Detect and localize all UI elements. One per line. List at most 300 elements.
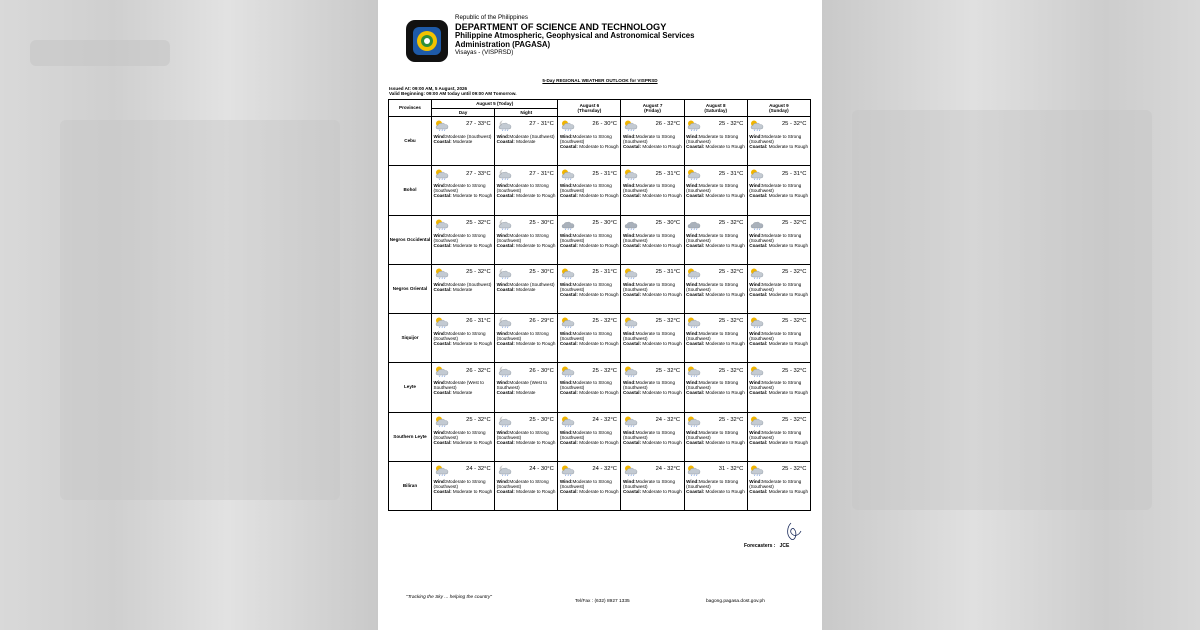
temperature-range: 25 - 30°C <box>655 219 681 226</box>
temperature-range: 25 - 32°C <box>466 269 491 276</box>
partly-cloudy-rain-icon <box>686 316 703 328</box>
coastal-line <box>749 440 808 445</box>
forecast-cell <box>495 314 558 363</box>
coastal-line <box>686 390 745 395</box>
coastal-label: Coastal: <box>559 390 578 396</box>
partly-cloudy-rain-icon <box>560 415 577 427</box>
coastal-value: Moderate <box>452 390 473 396</box>
wind-value: Moderate to Strong (Southwest) <box>622 331 676 342</box>
forecast-cell <box>621 412 684 461</box>
cell-header <box>560 414 619 428</box>
table-row <box>389 412 811 461</box>
coastal-label: Coastal: <box>749 291 768 297</box>
wind-value: Moderate to Strong (Southwest) <box>686 281 739 292</box>
coastal-line <box>497 440 556 445</box>
coastal-line <box>560 440 619 445</box>
wind-value: Moderate to Strong (Southwest) <box>686 331 739 342</box>
wind-value: Moderate to Strong (Southwest) <box>749 380 802 391</box>
partly-cloudy-rain-icon <box>623 464 640 476</box>
coastal-label: Coastal: <box>496 341 515 347</box>
wind-line <box>686 430 745 440</box>
cloudy-rain-night-icon <box>497 365 514 377</box>
forecast-cell <box>558 166 621 215</box>
forecast-cell <box>747 363 810 412</box>
coastal-line <box>686 243 745 248</box>
coastal-line <box>623 144 682 149</box>
coastal-label: Coastal: <box>559 242 578 248</box>
coastal-label: Coastal: <box>559 291 578 297</box>
coastal-value: Moderate <box>516 390 536 396</box>
coastal-label: Coastal: <box>433 488 452 494</box>
wind-value: Moderate to Strong (Southwest) <box>433 331 486 342</box>
cell-header <box>749 167 808 181</box>
cell-header <box>749 315 808 329</box>
forecast-cell <box>684 461 747 510</box>
cell-header <box>434 315 493 329</box>
temperature-range: 26 - 30°C <box>529 367 554 374</box>
wind-line <box>434 479 493 489</box>
coastal-line <box>434 489 493 494</box>
wind-label: Wind: <box>622 331 636 336</box>
coastal-label: Coastal: <box>622 291 642 297</box>
coastal-value: Moderate to Rough <box>516 193 556 199</box>
wind-label: Wind: <box>496 380 510 386</box>
wind-line <box>434 380 493 390</box>
temperature-range: 25 - 31°C <box>655 269 681 276</box>
cell-header <box>686 414 745 428</box>
partly-cloudy-rain-icon <box>749 119 766 131</box>
wind-line <box>623 183 682 193</box>
coastal-line <box>497 243 556 248</box>
cell-header <box>560 167 619 181</box>
coastal-value: Moderate to Rough <box>705 390 745 396</box>
forecast-cell <box>558 363 621 412</box>
cell-header <box>686 315 745 329</box>
today-header: August 5 (Today) <box>432 100 558 109</box>
coastal-line <box>623 193 682 198</box>
table-row <box>389 117 811 166</box>
coastal-value: Moderate to Rough <box>768 390 809 396</box>
partly-cloudy-rain-icon <box>434 218 451 230</box>
partly-cloudy-rain-icon <box>623 168 640 180</box>
wind-value: Moderate (Southwest) <box>509 134 555 139</box>
coastal-line <box>497 489 556 494</box>
temperature-range: 25 - 32°C <box>781 269 807 276</box>
wind-label: Wind: <box>559 429 573 435</box>
temperature-range: 25 - 32°C <box>718 416 744 423</box>
wind-label: Wind: <box>622 232 636 238</box>
temperature-range: 26 - 30°C <box>592 121 617 128</box>
cloudy-rain-night-icon <box>497 415 514 427</box>
coastal-label: Coastal: <box>559 488 578 494</box>
wind-line <box>560 331 619 341</box>
cell-header <box>749 266 808 280</box>
wind-line <box>623 282 682 292</box>
wind-line <box>749 282 808 292</box>
temperature-range: 25 - 32°C <box>466 416 491 423</box>
wind-label: Wind: <box>559 281 573 287</box>
coastal-value: Moderate to Rough <box>705 488 745 494</box>
coastal-label: Coastal: <box>749 390 768 396</box>
forecast-cell <box>684 166 747 215</box>
republic-label: Republic of the Philippines <box>455 14 528 21</box>
coastal-label: Coastal: <box>622 341 642 347</box>
cell-header <box>560 118 619 132</box>
wind-value: Moderate to Strong (Southwest) <box>622 183 676 194</box>
wind-label: Wind: <box>433 281 447 287</box>
partly-cloudy-rain-icon <box>434 119 451 131</box>
cell-header <box>686 118 745 132</box>
wind-label: Wind: <box>559 331 573 336</box>
coastal-value: Moderate to Rough <box>516 439 556 445</box>
coastal-label: Coastal: <box>622 193 642 199</box>
temperature-range: 31 - 32°C <box>718 466 744 473</box>
department-name: DEPARTMENT OF SCIENCE AND TECHNOLOGY <box>455 22 667 32</box>
wind-label: Wind: <box>433 232 447 238</box>
wind-value: Moderate to Strong (Southwest) <box>622 134 676 145</box>
cell-header <box>497 217 556 231</box>
coastal-label: Coastal: <box>559 341 578 347</box>
coastal-label: Coastal: <box>686 341 705 347</box>
temperature-range: 24 - 32°C <box>655 416 681 423</box>
coastal-line <box>623 243 682 248</box>
partly-cloudy-rain-icon <box>434 267 451 279</box>
coastal-value: Moderate to Rough <box>452 439 493 445</box>
coastal-value: Moderate to Rough <box>642 390 682 396</box>
cell-header <box>560 463 619 477</box>
coastal-value: Moderate to Rough <box>705 193 745 199</box>
coastal-line <box>686 144 745 149</box>
wind-line <box>686 331 745 341</box>
footer-tagline: "Tracking the Sky ... helping the country" <box>406 595 492 600</box>
issued-at: Issued At: 09:00 AM, 5 August, 2026 <box>389 86 468 91</box>
temperature-range: 25 - 31°C <box>718 170 744 177</box>
coastal-value: Moderate to Rough <box>452 341 493 347</box>
provinces-header: Provinces <box>389 100 432 117</box>
forecast-cell <box>558 215 621 264</box>
coastal-value: Moderate to Rough <box>705 439 745 445</box>
forecast-cell <box>747 461 810 510</box>
temperature-range: 25 - 32°C <box>592 367 617 374</box>
temperature-range: 25 - 32°C <box>655 367 681 374</box>
forecast-cell <box>432 117 495 166</box>
cloudy-rain-night-icon <box>497 218 514 230</box>
coastal-line <box>686 341 745 346</box>
wind-label: Wind: <box>496 183 510 189</box>
temperature-range: 27 - 31°C <box>529 121 554 128</box>
cell-header <box>497 414 556 428</box>
wind-value: Moderate to Strong (Southwest) <box>686 183 739 194</box>
forecast-cell <box>684 314 747 363</box>
coastal-line <box>434 390 493 395</box>
cell-header <box>623 414 682 428</box>
forecast-cell <box>621 117 684 166</box>
coastal-line <box>497 287 556 292</box>
temperature-range: 27 - 31°C <box>529 170 554 177</box>
temperature-range: 25 - 32°C <box>781 318 807 325</box>
cloudy-rain-icon <box>749 218 766 230</box>
coastal-label: Coastal: <box>622 488 642 494</box>
forecast-cell <box>495 412 558 461</box>
coastal-value: Moderate to Rough <box>642 341 682 347</box>
wind-label: Wind: <box>749 429 762 435</box>
cell-header <box>623 364 682 378</box>
day-header: August 7 (Friday) <box>621 100 684 117</box>
coastal-value: Moderate to Rough <box>768 439 809 445</box>
wind-value: Moderate (West to Southwest) <box>433 380 484 391</box>
wind-label: Wind: <box>433 134 447 139</box>
forecast-cell <box>495 166 558 215</box>
coastal-value: Moderate to Rough <box>768 193 809 199</box>
temperature-range: 26 - 29°C <box>529 318 554 325</box>
wind-line <box>434 183 493 193</box>
wind-label: Wind: <box>686 429 699 435</box>
wind-label: Wind: <box>622 134 636 139</box>
coastal-label: Coastal: <box>559 144 578 150</box>
forecast-cell <box>684 264 747 313</box>
cell-header <box>497 167 556 181</box>
province-name: Cebu <box>389 117 432 166</box>
cell-header <box>686 167 745 181</box>
temperature-range: 26 - 31°C <box>466 318 491 325</box>
forecast-cell <box>495 215 558 264</box>
wind-value: Moderate to Strong (Southwest) <box>622 281 676 292</box>
coastal-line <box>686 193 745 198</box>
wind-value: Moderate to Strong (Southwest) <box>749 429 802 440</box>
wind-label: Wind: <box>749 478 762 484</box>
wind-line <box>623 134 682 144</box>
cell-header <box>497 266 556 280</box>
wind-line <box>497 233 556 243</box>
wind-label: Wind: <box>496 331 510 336</box>
partly-cloudy-rain-icon <box>686 464 703 476</box>
coastal-value: Moderate <box>452 286 473 292</box>
day-header: August 8 (Saturday) <box>684 100 747 117</box>
today-night-header: Night <box>495 109 558 117</box>
forecast-cell <box>432 215 495 264</box>
cell-header <box>749 217 808 231</box>
forecast-cell <box>747 215 810 264</box>
temperature-range: 24 - 32°C <box>592 466 617 473</box>
coastal-value: Moderate to Rough <box>705 242 745 248</box>
coastal-label: Coastal: <box>686 144 705 150</box>
temperature-range: 25 - 32°C <box>781 416 807 423</box>
forecast-cell <box>747 314 810 363</box>
table-row <box>389 215 811 264</box>
temperature-range: 24 - 32°C <box>466 466 491 473</box>
cell-header <box>434 414 493 428</box>
wind-line <box>434 331 493 341</box>
coastal-line <box>623 341 682 346</box>
coastal-label: Coastal: <box>559 193 578 199</box>
partly-cloudy-rain-icon <box>686 119 703 131</box>
partly-cloudy-rain-icon <box>749 267 766 279</box>
coastal-line <box>560 193 619 198</box>
forecast-cell <box>432 314 495 363</box>
coastal-value: Moderate to Rough <box>642 193 682 199</box>
wind-line <box>686 479 745 489</box>
wind-line <box>686 380 745 390</box>
forecast-cell <box>747 117 810 166</box>
forecast-cell <box>621 264 684 313</box>
coastal-line <box>497 390 556 395</box>
forecast-cell <box>747 264 810 313</box>
partly-cloudy-rain-icon <box>560 168 577 180</box>
coastal-line <box>560 292 619 297</box>
cell-header <box>623 463 682 477</box>
cloudy-rain-night-icon <box>497 316 514 328</box>
wind-value: Moderate to Strong (Southwest) <box>686 429 739 440</box>
wind-label: Wind: <box>433 478 447 484</box>
coastal-line <box>560 341 619 346</box>
wind-label: Wind: <box>559 183 573 189</box>
province-name: Bohol <box>389 166 432 215</box>
forecast-cell <box>558 412 621 461</box>
coastal-value: Moderate to Rough <box>579 341 619 347</box>
wind-value: Moderate to Strong (Southwest) <box>559 232 612 243</box>
wind-value: Moderate to Strong (Southwest) <box>433 183 486 194</box>
coastal-value: Moderate to Rough <box>452 242 493 248</box>
forecast-cell <box>558 314 621 363</box>
cell-header <box>623 266 682 280</box>
wind-label: Wind: <box>433 429 447 435</box>
coastal-value: Moderate to Rough <box>642 242 682 248</box>
wind-label: Wind: <box>496 429 510 435</box>
wind-label: Wind: <box>496 281 510 287</box>
wind-value: Moderate to Strong (Southwest) <box>749 232 802 243</box>
cell-header <box>497 463 556 477</box>
wind-value: Moderate (Southwest) <box>446 134 492 139</box>
coastal-label: Coastal: <box>749 439 768 445</box>
coastal-label: Coastal: <box>622 439 642 445</box>
forecast-cell <box>621 461 684 510</box>
wind-line <box>749 430 808 440</box>
wind-line <box>434 233 493 243</box>
region-label: Visayas - (VISPRSD) <box>455 49 514 57</box>
coastal-line <box>434 440 493 445</box>
wind-line <box>497 380 556 390</box>
forecasters-initials: JCE <box>779 543 790 549</box>
footer-website[interactable]: bagong.pagasa.dost.gov.ph <box>706 599 765 604</box>
coastal-value: Moderate to Rough <box>768 488 809 494</box>
coastal-line <box>623 292 682 297</box>
temperature-range: 25 - 30°C <box>529 269 554 276</box>
coastal-label: Coastal: <box>686 488 705 494</box>
wind-value: Moderate to Strong (Southwest) <box>559 478 612 489</box>
day-header: August 6 (Thursday) <box>558 100 621 117</box>
coastal-value: Moderate to Rough <box>516 242 556 248</box>
coastal-value: Moderate to Rough <box>579 439 619 445</box>
partly-cloudy-rain-icon <box>749 365 766 377</box>
wind-line <box>560 233 619 243</box>
cell-header <box>560 266 619 280</box>
wind-line <box>749 380 808 390</box>
coastal-value: Moderate to Rough <box>768 291 809 297</box>
coastal-label: Coastal: <box>433 286 452 292</box>
coastal-label: Coastal: <box>433 390 452 396</box>
wind-label: Wind: <box>749 331 762 336</box>
coastal-value: Moderate to Rough <box>642 488 682 494</box>
wind-line <box>623 479 682 489</box>
wind-line <box>560 430 619 440</box>
cloudy-rain-icon <box>560 218 577 230</box>
coastal-value: Moderate to Rough <box>705 341 745 347</box>
table-row <box>389 264 811 313</box>
wind-label: Wind: <box>686 134 699 139</box>
wind-value: Moderate to Strong (Southwest) <box>433 232 486 243</box>
temperature-range: 25 - 31°C <box>592 170 617 177</box>
coastal-label: Coastal: <box>496 193 515 199</box>
wind-label: Wind: <box>622 281 636 287</box>
forecast-cell <box>621 215 684 264</box>
cell-header <box>434 266 493 280</box>
wind-value: Moderate to Strong (Southwest) <box>559 331 612 342</box>
temperature-range: 25 - 31°C <box>592 269 617 276</box>
coastal-value: Moderate <box>452 139 473 145</box>
partly-cloudy-rain-icon <box>623 316 640 328</box>
cloudy-rain-night-icon <box>497 267 514 279</box>
province-name: Biliran <box>389 461 432 510</box>
wind-line <box>497 183 556 193</box>
agency-name: Philippine Atmospheric, Geophysical and Astronomical Services Administration (PAGASA) <box>455 31 695 49</box>
coastal-line <box>434 341 493 346</box>
temperature-range: 27 - 33°C <box>466 170 491 177</box>
cell-header <box>686 364 745 378</box>
partly-cloudy-rain-icon <box>686 267 703 279</box>
coastal-label: Coastal: <box>686 439 705 445</box>
wind-value: Moderate to Strong (Southwest) <box>686 134 739 145</box>
cell-header <box>560 217 619 231</box>
coastal-line <box>686 489 745 494</box>
temperature-range: 25 - 32°C <box>718 318 744 325</box>
temperature-range: 27 - 33°C <box>466 121 491 128</box>
valid-beginning: Valid Beginning: 09:00 AM today until 09:00 AM Tomorrow. <box>389 91 517 97</box>
wind-label: Wind: <box>686 281 699 287</box>
coastal-label: Coastal: <box>749 193 768 199</box>
wind-label: Wind: <box>686 331 699 336</box>
cell-header <box>749 364 808 378</box>
wind-label: Wind: <box>749 281 762 287</box>
partly-cloudy-rain-icon <box>434 316 451 328</box>
coastal-value: Moderate to Rough <box>642 144 682 150</box>
wind-line <box>560 183 619 193</box>
cloudy-rain-icon <box>623 218 640 230</box>
temperature-range: 25 - 32°C <box>718 269 744 276</box>
coastal-line <box>560 489 619 494</box>
letterhead <box>404 14 804 74</box>
wind-value: Moderate to Strong (Southwest) <box>559 183 612 194</box>
forecast-cell <box>495 117 558 166</box>
province-name: Siquijor <box>389 314 432 363</box>
wind-value: Moderate to Strong (Southwest) <box>559 281 612 292</box>
wind-line <box>434 430 493 440</box>
forecast-cell <box>621 166 684 215</box>
forecast-cell <box>432 363 495 412</box>
temperature-range: 24 - 30°C <box>529 466 554 473</box>
temperature-range: 24 - 32°C <box>655 466 681 473</box>
temperature-range: 25 - 32°C <box>466 219 491 226</box>
forecast-cell <box>684 363 747 412</box>
cell-header <box>497 364 556 378</box>
coastal-line <box>497 193 556 198</box>
partly-cloudy-rain-icon <box>560 365 577 377</box>
partly-cloudy-rain-icon <box>686 168 703 180</box>
cell-header <box>434 364 493 378</box>
table-row <box>389 314 811 363</box>
wind-value: Moderate to Strong (Southwest) <box>559 429 612 440</box>
coastal-line <box>749 341 808 346</box>
coastal-line <box>749 292 808 297</box>
